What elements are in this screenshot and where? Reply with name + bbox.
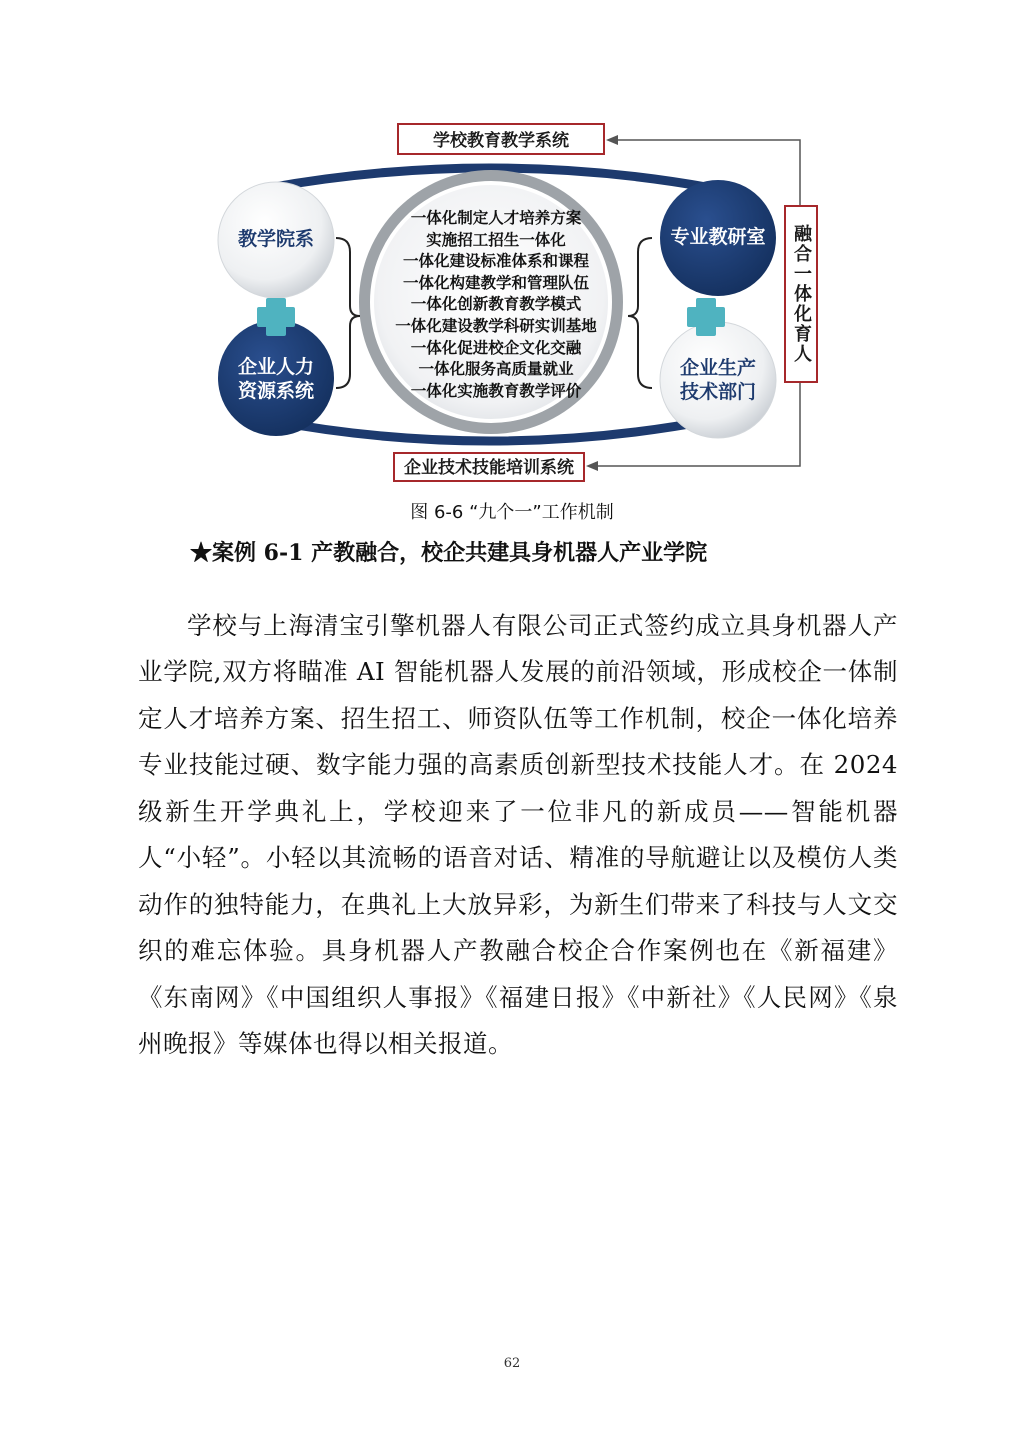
case-paragraph: 学校与上海清宝引擎机器人有限公司正式签约成立具身机器人产业学院,双方将瞄准 AI 智能机器人发展的前沿领域，形成校企一体制定人才培养方案、招生招工、师资队伍等工作机制，校企一体化培养专业技能过硬、数字能力强的高素质创新型技术技能人才。在 2024 级新生开学典礼上，学校迎来了一位非凡的新成员——智能机器人“小轻”。小轻以其流畅的语音对话、精准的导航避让以及模仿人类动作的独特能力，在典礼上大放异彩，为新生们带来了科技与人文交织的难忘体验。具身机器人产教融合校企合作案例也在《新福建》《东南网》《中国组织人事报》《福建日报》《中新社》《人民网》《泉州晚报》等媒体也得以相关报道。 [138, 610, 898, 1058]
right-bracket [628, 238, 652, 388]
enterprise-training-box: 企业技术技能培训系统 [393, 452, 585, 482]
node-label-hr-line1: 企业人力 [237, 356, 314, 378]
node-label-production-line2: 技术部门 [679, 380, 756, 403]
nine-ones-diagram [0, 0, 1024, 500]
list-item: 一体化建设标准体系和课程 [402, 252, 589, 271]
list-item: 一体化服务高质量就业 [418, 360, 574, 379]
node-label-production-line1: 企业生产 [679, 357, 756, 379]
left-bracket [336, 238, 360, 388]
node-label-research-office: 专业教研室 [670, 226, 766, 248]
node-label-teaching-dept: 教学院系 [237, 228, 314, 250]
integration-side-box: 融合一体化育人 [784, 205, 818, 383]
list-item: 一体化构建教学和管理队伍 [402, 273, 589, 292]
node-label-production-dept [660, 357, 776, 405]
node-label-hr-system [218, 356, 334, 404]
list-item: 一体化建设教学科研实训基地 [395, 316, 597, 335]
list-item: 一体化制定人才培养方案 [410, 209, 582, 227]
list-item: 一体化促进校企文化交融 [410, 338, 582, 357]
list-item: 实施招工招生一体化 [426, 230, 566, 249]
page-number: 62 [503, 1356, 521, 1371]
list-item: 一体化创新教育教学模式 [410, 295, 582, 314]
case-title: ★案例 6-1 产教融合，校企共建具身机器人产业学院 [190, 540, 708, 566]
arrow-top-head [606, 135, 618, 145]
arrow-bottom-head [586, 461, 598, 471]
figure-caption: 图 6-6 “九个一”工作机制 [410, 502, 614, 523]
nine-ones-list [376, 208, 616, 402]
school-system-box: 学校教育教学系统 [397, 123, 605, 155]
list-item: 一体化实施教育教学评价 [410, 381, 582, 400]
node-label-hr-line2: 资源系统 [237, 379, 314, 402]
